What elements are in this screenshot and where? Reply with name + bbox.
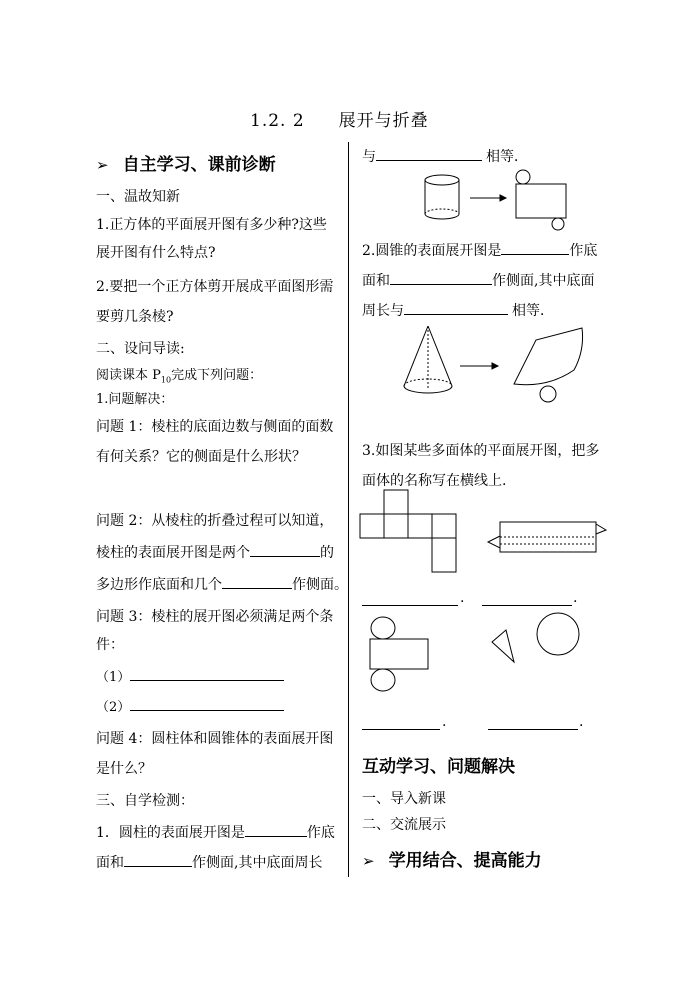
section-heading-application: ➢ 学用结合、提高能力	[362, 851, 542, 871]
right-arrow-icon	[460, 363, 498, 369]
cylinder-icon	[425, 175, 459, 219]
question-text: 2.圆锥的表面展开图是 作底	[362, 240, 597, 260]
column-divider	[348, 142, 349, 877]
part-heading: 二、设问导读:	[96, 341, 185, 357]
question-text: 棱柱的表面展开图是两个 的	[96, 542, 334, 562]
arrow-bullet-icon: ➢	[96, 156, 109, 174]
condition-1: （1）	[96, 666, 284, 685]
cylinder-net-icon	[516, 170, 566, 230]
answer-line[interactable]	[488, 729, 578, 730]
page-title	[250, 106, 429, 131]
cone-net-figure-2	[488, 610, 588, 668]
question-text: 问题 2：从棱柱的折叠过程可以知道，	[96, 513, 334, 529]
question-text: 周长与 相等．	[362, 300, 554, 320]
period: .	[573, 590, 578, 606]
sub-heading: 1.问题解决：	[96, 392, 174, 407]
part-heading: 一、温故知新	[96, 189, 180, 205]
answer-blank[interactable]	[222, 574, 292, 589]
cylinder-net-figure-2	[366, 616, 432, 694]
question-text: 1.正方体的平面展开图有多少种?这些	[96, 217, 327, 233]
answer-blank[interactable]	[390, 270, 492, 285]
period: .	[579, 714, 584, 730]
answer-blank[interactable]	[404, 300, 508, 315]
question-text: 多边形作底面和几个 作侧面。	[96, 574, 348, 594]
answer-blank[interactable]	[501, 240, 569, 255]
answer-line[interactable]	[362, 729, 440, 730]
question-text: 2.要把一个正方体剪开展成平面图形需	[96, 279, 334, 295]
list-item: 一、导入新课	[362, 791, 446, 807]
question-text: 面体的名称写在横线上.	[362, 473, 507, 489]
part-heading: 三、自学检测：	[96, 793, 194, 809]
question-text: 有何关系？它的侧面是什么形状？	[96, 449, 306, 465]
period: .	[442, 714, 447, 730]
answer-blank[interactable]	[250, 542, 320, 557]
answer-blank[interactable]	[124, 852, 192, 867]
answer-blank[interactable]	[130, 666, 284, 681]
question-text: 3.如图某些多面体的平面展开图，把多	[362, 443, 600, 459]
right-arrow-icon	[470, 195, 506, 201]
title-number: 1.2. 2	[250, 111, 305, 131]
list-item: 二、交流展示	[362, 817, 446, 833]
reading-instruction: 阅读课本 $P_{10}$完成下列问题：	[96, 368, 263, 385]
question-text: 面和 作侧面,其中底面	[362, 270, 594, 290]
question-text: 面和 作侧面,其中底面周长	[96, 852, 322, 872]
section-heading-interactive: 互动学习、问题解决	[362, 757, 515, 777]
question-text: 是什么？	[96, 761, 152, 777]
question-text: 件：	[96, 637, 124, 653]
answer-blank[interactable]	[376, 146, 482, 161]
question-text: 1．圆柱的表面展开图是 作底	[96, 822, 335, 842]
title-text: 展开与折叠	[338, 111, 429, 131]
cone-net-figure	[398, 324, 598, 406]
condition-2: （2）	[96, 696, 284, 715]
triangular-prism-net-figure	[486, 518, 608, 566]
period: .	[460, 590, 465, 606]
arrow-bullet-icon: ➢	[362, 852, 375, 870]
answer-line[interactable]	[482, 605, 572, 606]
answer-blank[interactable]	[130, 696, 284, 711]
cone-net-icon	[514, 328, 583, 402]
question-text: 要剪几条棱?	[96, 309, 174, 325]
answer-blank[interactable]	[245, 822, 307, 837]
question-text: 问题 3：棱柱的展开图必须满足两个条	[96, 609, 334, 625]
cube-net-figure	[360, 490, 456, 586]
section-heading-self-study: ➢ 自主学习、课前诊断	[96, 155, 276, 175]
question-text: 问题 4：圆柱体和圆锥体的表面展开图	[96, 731, 334, 747]
cone-icon	[404, 326, 452, 393]
question-text: 问题 1：棱柱的底面边数与侧面的面数	[96, 419, 334, 435]
cylinder-net-figure	[420, 168, 580, 230]
answer-line[interactable]	[362, 605, 458, 606]
question-text: 展开图有什么特点?	[96, 245, 216, 261]
question-text: 与 相等．	[362, 146, 528, 166]
